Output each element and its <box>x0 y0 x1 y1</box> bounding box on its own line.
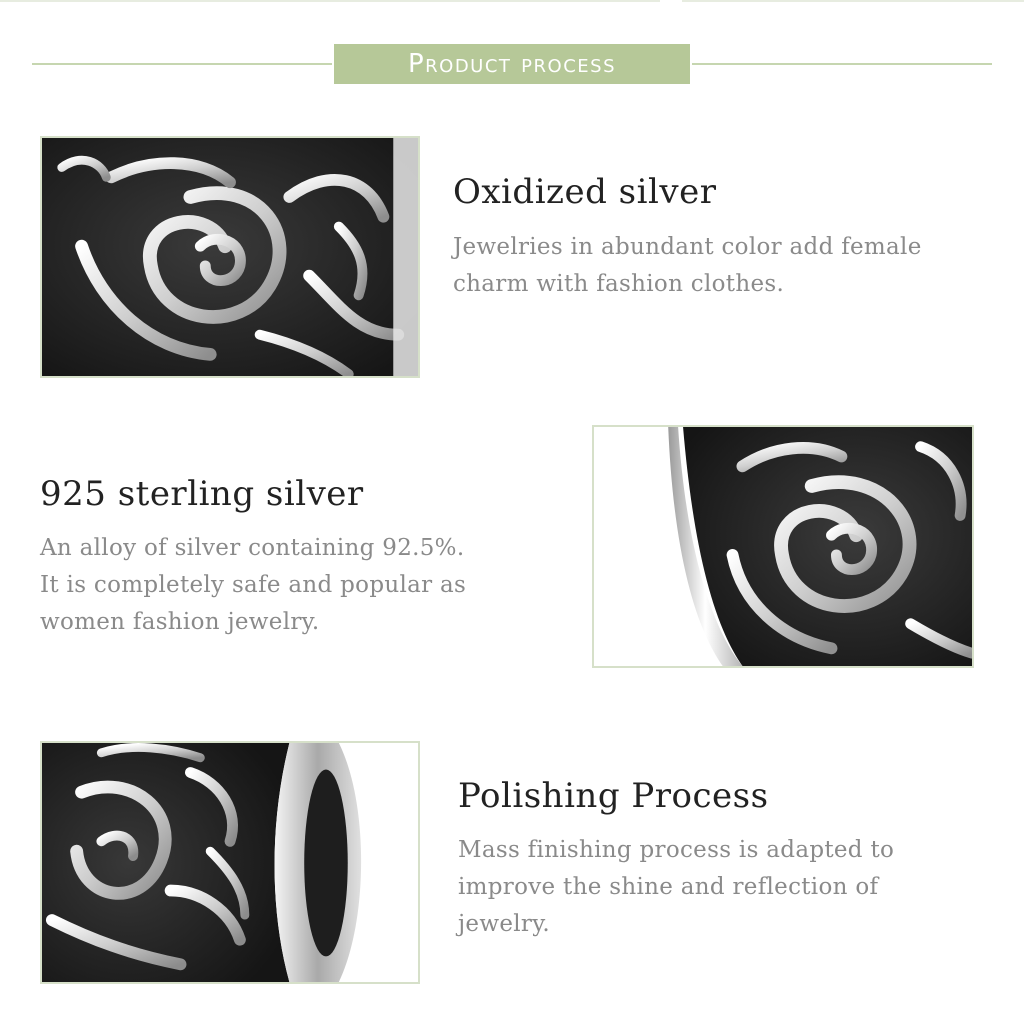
oxidized-rose-charm-photo <box>40 136 420 378</box>
header-rule-left <box>32 63 332 65</box>
section-description-sterling-silver: An alloy of silver containing 92.5%. It is completely safe and popular as women fashion jewelry. <box>40 535 467 635</box>
section-description-oxidized-silver: Jewelries in abundant color add female charm with fashion clothes. <box>453 234 922 297</box>
section-header-badge: Product process <box>334 44 690 84</box>
top-divider-left <box>0 0 660 2</box>
section-title-oxidized-silver: Oxidized silver <box>453 172 717 212</box>
section-title-polishing-process: Polishing Process <box>458 776 769 816</box>
polished-rose-charm-photo <box>40 741 420 984</box>
top-divider-right <box>682 0 1024 2</box>
sterling-rose-charm-photo <box>592 425 974 668</box>
section-title-sterling-silver: 925 sterling silver <box>40 474 364 514</box>
header-rule-right <box>692 63 992 65</box>
section-description-polishing-process: Mass finishing process is adapted to improve the shine and reflection of jewelry. <box>458 837 895 937</box>
